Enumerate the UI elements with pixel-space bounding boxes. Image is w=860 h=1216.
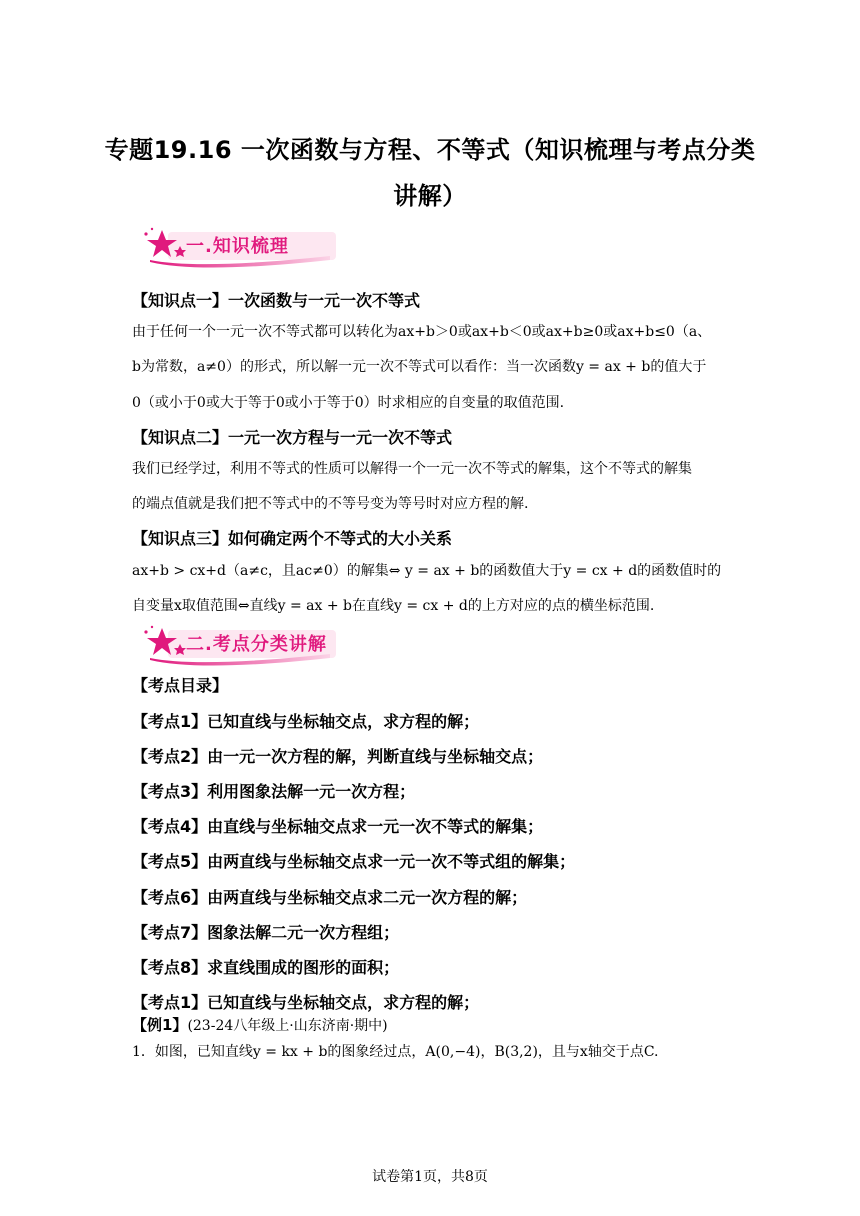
catalog-item: 【考点8】求直线围成的图形的面积；	[132, 958, 400, 977]
example-label: 【例1】	[132, 1016, 188, 1034]
example-header	[132, 1013, 388, 1038]
page-footer: 试卷第1页，共8页	[372, 1169, 488, 1185]
catalog-heading: 【考点目录】	[132, 676, 229, 695]
section-label-examples: 二.考点分类讲解	[186, 634, 327, 655]
catalog-item: 【考点7】图象法解二元一次方程组；	[132, 923, 400, 942]
section-banner-knowledge	[140, 226, 340, 272]
catalog-item: 【考点2】由一元一次方程的解，判断直线与坐标轴交点；	[132, 747, 544, 766]
catalog-item: 【考点6】由两直线与坐标轴交点求二元一次方程的解；	[132, 888, 528, 907]
k2-line1: 我们已经学过，利用不等式的性质可以解得一个一元一次不等式的解集，这个不等式的解集	[132, 461, 692, 477]
section-label-knowledge: 一.知识梳理	[186, 236, 289, 257]
section-banner-examples	[140, 624, 340, 670]
k1-line1: 由于任何一个一元一次不等式都可以转化为ax+b＞0或ax+b＜0或ax+b≥0或ax+b≤0（a、	[132, 324, 712, 340]
k2-heading: 【知识点二】一元一次方程与一元一次不等式	[132, 428, 453, 447]
catalog-item: 【考点4】由直线与坐标轴交点求一元一次不等式的解集；	[132, 817, 544, 836]
k1-line2: b为常数，a≠0）的形式，所以解一元一次不等式可以看作：当一次函数y = ax + b的值大于	[132, 359, 707, 375]
catalog-item: 【考点1】已知直线与坐标轴交点，求方程的解；	[132, 993, 480, 1012]
document-title-line1: 专题19.16 一次函数与方程、不等式（知识梳理与考点分类	[104, 136, 756, 164]
k3-line1: ax+b > cx+d（a≠c，且ac≠0）的解集⇔ y = ax + b的函数值大于y = cx + d的函数值时的	[132, 563, 722, 579]
k3-line2: 自变量x取值范围⇔直线y = ax + b在直线y = cx + d的上方对应的点的横坐标范围.	[132, 598, 655, 614]
catalog-item: 【考点3】利用图象法解一元一次方程；	[132, 782, 416, 801]
k1-heading: 【知识点一】一次函数与一元一次不等式	[132, 291, 421, 310]
k3-heading: 【知识点三】如何确定两个不等式的大小关系	[132, 529, 453, 548]
k2-line2: 的端点值就是我们把不等式中的不等号变为等号时对应方程的解.	[132, 496, 529, 512]
catalog-item: 【考点5】由两直线与坐标轴交点求一元一次不等式组的解集；	[132, 852, 576, 871]
document-title-line2: 讲解）	[393, 182, 467, 210]
catalog-item: 【考点1】已知直线与坐标轴交点，求方程的解；	[132, 712, 480, 731]
example-source: (23-24八年级上·山东济南·期中)	[187, 1018, 388, 1034]
k1-line3: 0（或小于0或大于等于0或小于等于0）时求相应的自变量的取值范围.	[132, 395, 565, 411]
example-question: 1．如图，已知直线y = kx + b的图象经过点，A(0,−4)，B(3,2)，且与x轴交于点C.	[132, 1044, 659, 1060]
